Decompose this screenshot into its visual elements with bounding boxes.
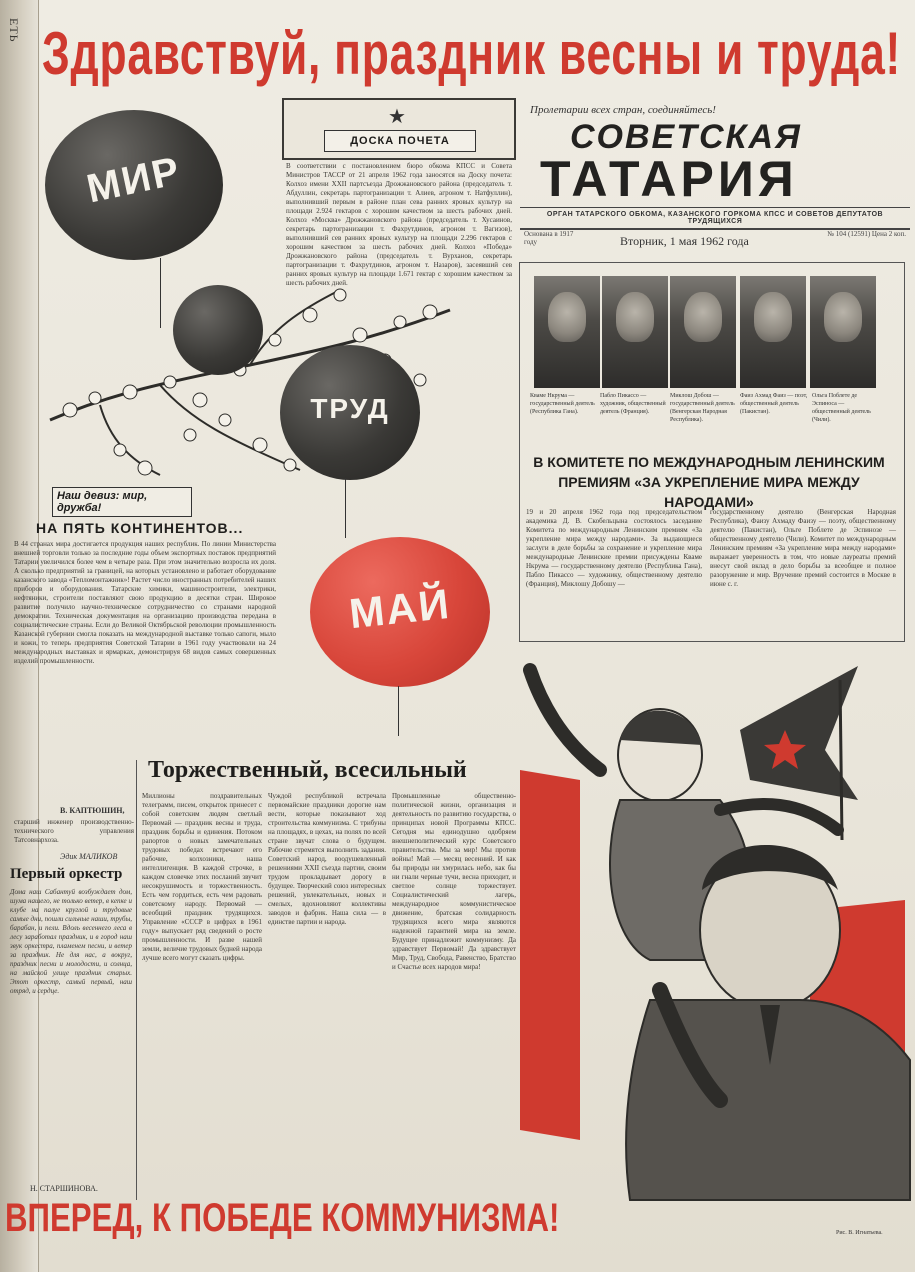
main-headline: Здравствуй, праздник весны и труда!: [42, 20, 902, 87]
balloon-mir-string: [160, 258, 161, 328]
photo-laureate-2: [602, 276, 668, 388]
five-continents-author-title: старший инженер производственно-технического управления Татсовнархоза.: [14, 818, 134, 844]
photo-laureate-1: [534, 276, 600, 388]
masthead-slogan: Пролетарии всех стран, соединяйтесь!: [530, 104, 716, 116]
balloon-trud-string: [345, 478, 346, 538]
masthead-organ: ОРГАН ТАТАРСКОГО ОБКОМА, КАЗАНСКОГО ГОРКОМА КПСС И СОВЕТОВ ДЕПУТАТОВ ТРУДЯЩИХСЯ: [520, 207, 910, 230]
balloon-trud: [280, 345, 420, 480]
orchestra-poem: Дома наш Сабантуй возбуждает дом, шума нашего, не только ветер, в кепке и клубе на палуе круглой и трудовые самые дни, пошли сильные наши, трубы, барабан, и пели. Вдоль весеннего леса в лесу заработал праздник, и в город наш звук оркестра, пламенем песни, и ветер за праздник. Не для нас, а вокруг, праздник песни и молодости, и солнца, на майской улице праздник старых. Этот оркестр, самый первый, наш отряд, и сердце.: [10, 888, 132, 995]
honor-board-title: ДОСКА ПОЧЕТА: [324, 130, 476, 152]
balloon-mir-label: МИР: [82, 148, 185, 212]
star-icon: ★: [388, 106, 406, 128]
committee-headline: В КОМИТЕТЕ ПО МЕЖДУНАРОДНЫМ ЛЕНИНСКИМ ПРЕМИЯМ «ЗА УКРЕПЛЕНИЕ МИРА МЕЖДУ НАРОДАМИ»: [533, 454, 885, 510]
five-continents-headline: НА ПЯТЬ КОНТИНЕНТОВ...: [36, 520, 244, 536]
masthead-title-line2: ТАТАРИЯ: [540, 151, 798, 207]
committee-text-col2: государственному деятелю (Венгерская Народная Республика), Фаизу Ахмаду Фаизу — поэту, общественному деятелю (Пакистан), Ольге Поблете де Эспинозе — общественному деятелю (Чили). Комитет по международным Ленинским премиям «За укрепление мира между народами» выражает уверенность в том, что новые лауреаты премий внесут свой вклад в дело борьбы за всеобщее и полное разоружение и мир. Вручение премий состоится в Москве в июне с. г.: [710, 508, 896, 588]
caption-laureate-1: Кваме Нкрума — государственный деятель (Республика Гана).: [530, 393, 595, 415]
may-day-illustration: [520, 660, 910, 1200]
portrait: [616, 292, 654, 342]
editorial-col1: Миллионы поздравительных телеграмм, писем, открыток принесет с собой советским людям светлый Первомай — праздник весны и труда, праздник борьбы и единения. Потоком рапортов о новых замечательных трудовых победах встречают его рабочие, колхозники, наша интеллигенция. В каждой строчке, в каждом словечке этих посланий звучит несокрушимость и торжественность. Есть чем гордиться, есть чем радовать советскому народу. Первомай — всеобщий праздник трудящихся. Управление «СССР в цифрах в 1961 году» выпускает ряд сведений о росте промышленности. И разве нашей земли, величие трудовых будней народа лучше всего могут сказать цифры.: [142, 792, 262, 962]
honor-board-text: В соответствии с постановлением бюро обкома КПСС и Совета Министров ТАССР от 21 апреля 1962 года заносятся на Доску почета: Колхоз имени XXII партсъезда Дрожжановского района (председатель т. Абдуллин, секретарь партогранизации т. Алиев, агроном т. Натфуллин), выполнивший первым в районе план сева ранних яровых культур на площади 2.924 гектаров с хорошим качеством за шесть рабочих дней. Колхоз «Москва» Дрожжановского района (председатель т. Хусаинов, секретарь партогранизации т. Фахрутдинов, агроном т. Вагизов), выполнивший сев ранних яровых культур на площади 2.296 гектаров с хорошим качеством за шесть рабочих дней. Колхоз «Победа» Дрожжановского района (председатель т. Вурханов, секретарь партогранизации т. Фахрутдинов, агроном т. Назаров), засеявший сев ранних яровых культур на площади 1.671 гектар с хорошим качеством за шесть рабочих дней.: [286, 162, 512, 287]
bottom-slogan: ВПЕРЕД, К ПОБЕДЕ КОММУНИЗМА!: [5, 1196, 560, 1240]
photo-laureate-4: [740, 276, 806, 388]
honor-board-banner: [282, 98, 516, 160]
committee-text-col1: 19 и 20 апреля 1962 года под председательством академика Д. В. Скобельцына состоялось заседание Комитета по международным Ленинским премиям «За укрепление мира между народами». За выдающиеся заслуги в деле борьбы за сохранение и укрепление мира международные Ленинские премии присуждены Кваме Нкрума — государственному деятелю (Республика Гана), Пабло Пикассо — художнику, общественному деятелю (Франция), Миклошу Добошу —: [526, 508, 702, 588]
photo-laureate-5: [810, 276, 876, 388]
caption-laureate-3: Миклош Добош — государственный деятель (Венгерская Народная Республика).: [670, 393, 735, 423]
balloon-mir: [45, 110, 223, 260]
masthead-issue-price: № 104 (12591) Цена 2 коп.: [827, 230, 906, 238]
balloon-may: [310, 537, 490, 687]
balloon-trud-label: ТРУД: [310, 393, 390, 424]
illustration-credit: Рис. В. Игнатьева.: [836, 1230, 883, 1236]
balloon-may-label: МАЙ: [347, 579, 453, 638]
portrait: [754, 292, 792, 342]
masthead-founded: Основана в 1917 году: [524, 230, 574, 246]
balloon-small: [173, 285, 263, 375]
balloon-may-string: [398, 686, 399, 736]
five-continents-text: В 44 странах мира достигается продукция наших республик. По линии Министерства внешней торговли только за последние годы объем экспортных поставок предприятий Татарии увеличился более чем в четыре раза. При этом значительно возросла их доля. А сколько предприятий за границей, на которых установлено и работает оборудование казанского завода «Тепломонтажник»! Растет число иностранных потребителей наших приборов и оборудования. Татарские химики, машиностроители, электрики, нефтяники, строители поставляют свою продукцию в десятки стран. Широкое развитие получило научно-техническое сотрудничество со странами народной демократии. Техническая документация на организацию производства передана в социалистические страны. Если до Великой Октябрьской революции промышленность Казанской губернии смогла показать на международной выставке только сапоги, мыло и кожи, то теперь предприятия Советской Татарии в 1961 году участвовали на 24 международных выставках и ярмарках, демонстрируя 68 видов самых совершенных изделий промышленности.: [14, 540, 276, 665]
column-divider: [136, 760, 137, 1200]
orchestra-author: Н. СТАРШИНОВА.: [30, 1184, 98, 1193]
portrait: [824, 292, 862, 342]
editorial-col2: Чуждой республикой встречала первомайские праздники дорогие нам вести, которые показывают ход строительства коммунизма. С трибуны на площадях, в цехах, на полях по всей стране звучат слова о будущем. Рабочие стремятся выполнить задания. Советский народ, воодушевленный решениями XXII съезда партии, своим трудом прокладывает дорогу в будущее. Творческий союз интересных решений, увлекательных, новых и смелых, вдохновляют коллективы заводов и фабрик. Наша сила — в единстве партии и народа.: [268, 792, 386, 926]
portrait: [684, 292, 722, 342]
five-continents-author: В. КАПТЮШИН,: [60, 806, 125, 815]
photo-laureate-3: [670, 276, 736, 388]
binding-text: ЕТЬ: [7, 18, 21, 43]
editorial-col3: Промышленные общественно-политической жизни, организация и деятельность по развитию государства, о принципах новой Программы КПСС. Сегодня мы единодушно одобряем внешнеполитический курс Советского правительства. Мы за мир! Мы против войны! Май — месяц весенний. И как бы природы ни хмурилась небо, как бы ни гнали черные тучи, весна приходит, и светлое солнце торжествует. Социалистический лагерь, международное коммунистическое движение, братская солидарность трудящихся всего мира являются надежной гарантией мира на земле. Будущее принадлежит коммунизму. Да здравствует Первомай! Да здравствует Мир, Труд, Свобода, Равенство, Братство и Счастье всех народов мира!: [392, 792, 516, 971]
masthead-date: Вторник, 1 мая 1962 года: [620, 234, 749, 248]
caption-laureate-5: Ольга Поблете де Эспиноса — общественный деятель (Чили).: [812, 393, 871, 423]
masthead-title-line1: СОВЕТСКАЯ: [570, 118, 802, 156]
motto-box: Наш девиз: мир, дружба!: [52, 487, 192, 517]
portrait: [548, 292, 586, 342]
caption-laureate-2: Пабло Пикассо — художник, общественный деятель (Франция).: [600, 393, 666, 415]
caption-laureate-4: Фаиз Ахмад Фаиз — поэт, общественный деятель (Пакистан).: [740, 393, 808, 415]
editorial-headline: Торжественный, всесильный: [148, 757, 467, 783]
orchestra-byline: Эдик МАЛИКОВ: [60, 852, 118, 861]
orchestra-headline: Первый оркестр: [10, 866, 123, 882]
